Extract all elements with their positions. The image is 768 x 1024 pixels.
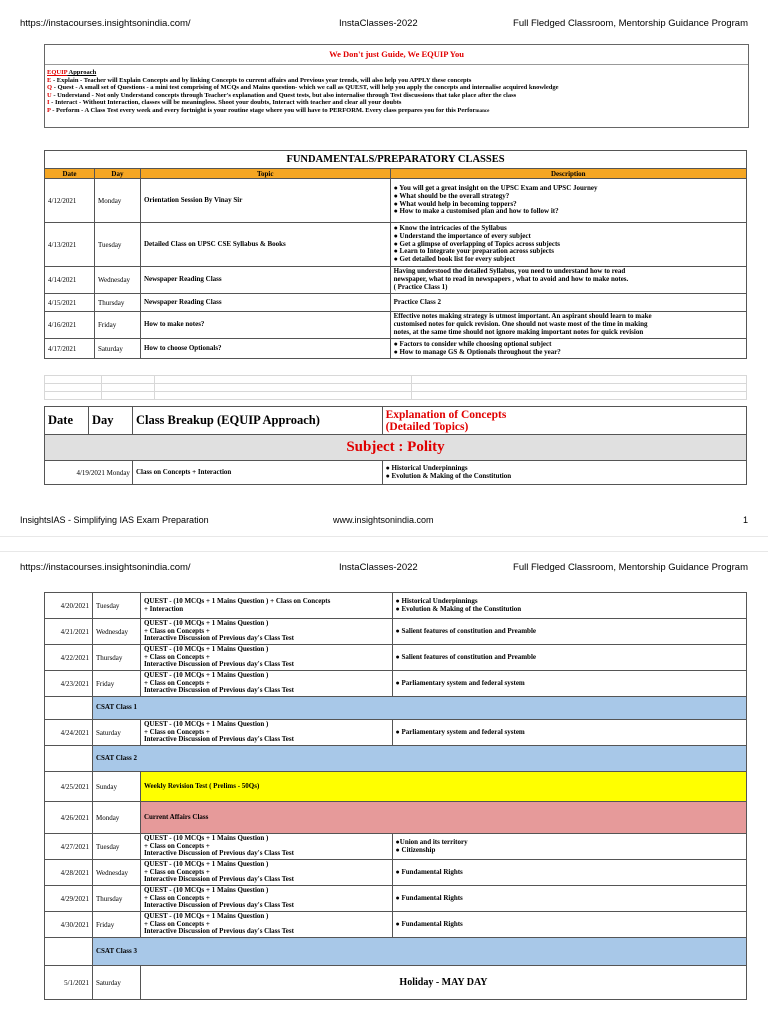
col-day: Day (94, 169, 140, 179)
footer-brand: InsightsIAS - Simplifying IAS Exam Preparation (20, 515, 209, 525)
col-topic: Topic (140, 169, 390, 179)
breakup-table (44, 406, 747, 485)
header-program: Full Fledged Classroom, Mentorship Guidance Program (513, 18, 748, 29)
approach-line-p: P - Perform - A Class Test every week and every fortnight is your routine stage where you will have to PERFORM. Every class prepares you for this Performance (47, 106, 490, 114)
intro-approach (47, 69, 747, 115)
page-footer (0, 515, 768, 529)
subject-banner: Subject : Polity (45, 435, 747, 461)
table-row: 4/16/2021 Friday How to make notes? Effective notes making strategy is utmost important. An aspirant should learn to make customised notes for quick revision. One should not waste most of the time in making notes, at the same time should not ignore making important notes for quick revision (45, 312, 747, 339)
table-row: 4/20/2021 Tuesday QUEST - (10 MCQs + 1 Mains Question ) + Class on Concepts + Interaction ● Historical Underpinnings ● Evolution & Making of the Constitution (45, 593, 747, 619)
table-row: 4/22/2021 Thursday QUEST - (10 MCQs + 1 Mains Question ) + Class on Concepts + Interactive Discussion of Previous day's Class Test ● Salient features of constitution and Preamble (45, 645, 747, 671)
table-row: 4/15/2021 Thursday Newspaper Reading Class Practice Class 2 (45, 294, 747, 312)
current-affairs-row: 4/26/2021 Monday Current Affairs Class (45, 802, 747, 834)
table-row: 4/17/2021 Saturday How to choose Optionals? ● Factors to consider while choosing optional subject ● How to manage GS & Optionals throughout the year? (45, 339, 747, 359)
header-program: Full Fledged Classroom, Mentorship Guidance Program (513, 562, 748, 573)
csat-row: CSAT Class 3 (45, 938, 747, 966)
revision-test-row: 4/25/2021 Sunday Weekly Revision Test ( Prelims - 50Qs) (45, 772, 747, 802)
approach-line-e: E - Explain - Teacher will Explain Concepts and by linking Concepts to current affairs and Previous year trends, will also help you APPLY these concepts (47, 76, 472, 84)
csat-row: CSAT Class 1 (45, 697, 747, 720)
footer-url[interactable]: www.insightsonindia.com (333, 515, 434, 525)
holiday-row: 5/1/2021 Saturday Holiday - MAY DAY (45, 966, 747, 1000)
fundamentals-table (44, 150, 747, 359)
fundamentals-title: FUNDAMENTALS/PREPARATORY CLASSES (45, 151, 747, 169)
breakup-day-header: Day (88, 407, 132, 435)
approach-line-u: U - Understand - Not only Understand concepts through Teacher's explanation and Quest tests, but also internalise through Test discussions that take place after the class (47, 91, 517, 99)
schedule-table (44, 592, 747, 1000)
approach-word: Approach (67, 69, 97, 76)
table-row: 4/24/2021 Saturday QUEST - (10 MCQs + 1 Mains Question ) + Class on Concepts + Interactive Discussion of Previous day's Class Test ● Parliamentary system and federal system (45, 720, 747, 746)
table-row: 4/14/2021 Wednesday Newspaper Reading Class Having understood the detailed Syllabus, you need to understand how to read newspaper, what to read in newspapers , what to avoid and how to make notes. ( Practice Class 1) (45, 267, 747, 294)
table-row: 4/13/2021 Tuesday Detailed Class on UPSC CSE Syllabus & Books ● Know the intricacies of the Syllabus ● Understand the importance of every subject ● Get a glimpse of overlapping of Topics across subjects ● Learn to Integrate your preparation across subjects ● Get detailed book list for every subject (45, 223, 747, 267)
header-url[interactable]: https://instacourses.insightsonindia.com/ (20, 562, 191, 573)
csat-row: CSAT Class 2 (45, 746, 747, 772)
header-title: InstaClasses-2022 (339, 18, 418, 29)
explain-header-1: Explanation of Concepts (385, 408, 507, 421)
col-description: Description (390, 169, 746, 179)
table-row: 4/23/2021 Friday QUEST - (10 MCQs + 1 Mains Question ) + Class on Concepts + Interactive Discussion of Previous day's Class Test ● Parliamentary system and federal system (45, 671, 747, 697)
table-row: 4/19/2021 Monday Class on Concepts + Interaction ● Historical Underpinnings ● Evolution & Making of the Constitution (45, 461, 747, 485)
explain-header-2: (Detailed Topics) (385, 420, 469, 433)
breakup-date-header: Date (45, 407, 89, 435)
table-row: 4/28/2021 Wednesday QUEST - (10 MCQs + 1 Mains Question ) + Class on Concepts + Interactive Discussion of Previous day's Class Test ● Fundamental Rights (45, 860, 747, 886)
approach-line-i: I - Interact - Without Interaction, classes will be meaningless. Shoot your doubts, Interact with teacher and clear all your doubts (47, 99, 402, 106)
breakup-class-header: Class Breakup (EQUIP Approach) (132, 407, 382, 435)
table-row: 4/27/2021 Tuesday QUEST - (10 MCQs + 1 Mains Question ) + Class on Concepts + Interactive Discussion of Previous day's Class Test ●Union and its territory ● Citizenship (45, 834, 747, 860)
spacer-grid (44, 375, 747, 400)
page-header-2 (0, 562, 768, 578)
page-break (0, 536, 768, 552)
header-title: InstaClasses-2022 (339, 562, 418, 573)
intro-box (44, 44, 749, 128)
table-row: 4/21/2021 Wednesday QUEST - (10 MCQs + 1 Mains Question ) + Class on Concepts + Interactive Discussion of Previous day's Class Test ● Salient features of constitution and Preamble (45, 619, 747, 645)
table-row: 4/12/2021 Monday Orientation Session By Vinay Sir ● You will get a great insight on the UPSC Exam and UPSC Journey ● What should be the overall strategy? ● What would help in becoming toppers? ● How to make a customised plan and how to follow it? (45, 179, 747, 223)
footer-page-number: 1 (742, 515, 748, 525)
page-header (0, 18, 768, 34)
approach-label: EQUIP (47, 69, 68, 76)
table-row: 4/29/2021 Thursday QUEST - (10 MCQs + 1 Mains Question ) + Class on Concepts + Interactive Discussion of Previous day's Class Test ● Fundamental Rights (45, 886, 747, 912)
approach-line-q: Q - Quest - A small set of Questions - a mini test comprising of MCQs and Mains question- which we call as QUEST, will help you apply the concepts and internalise acquired knowledge (47, 84, 559, 91)
table-row: 4/30/2021 Friday QUEST - (10 MCQs + 1 Mains Question ) + Class on Concepts + Interactive Discussion of Previous day's Class Test ● Fundamental Rights (45, 912, 747, 938)
intro-tagline: We Don't just Guide, We EQUIP You (329, 49, 464, 59)
header-url[interactable]: https://instacourses.insightsonindia.com/ (20, 18, 191, 29)
col-date: Date (45, 169, 95, 179)
